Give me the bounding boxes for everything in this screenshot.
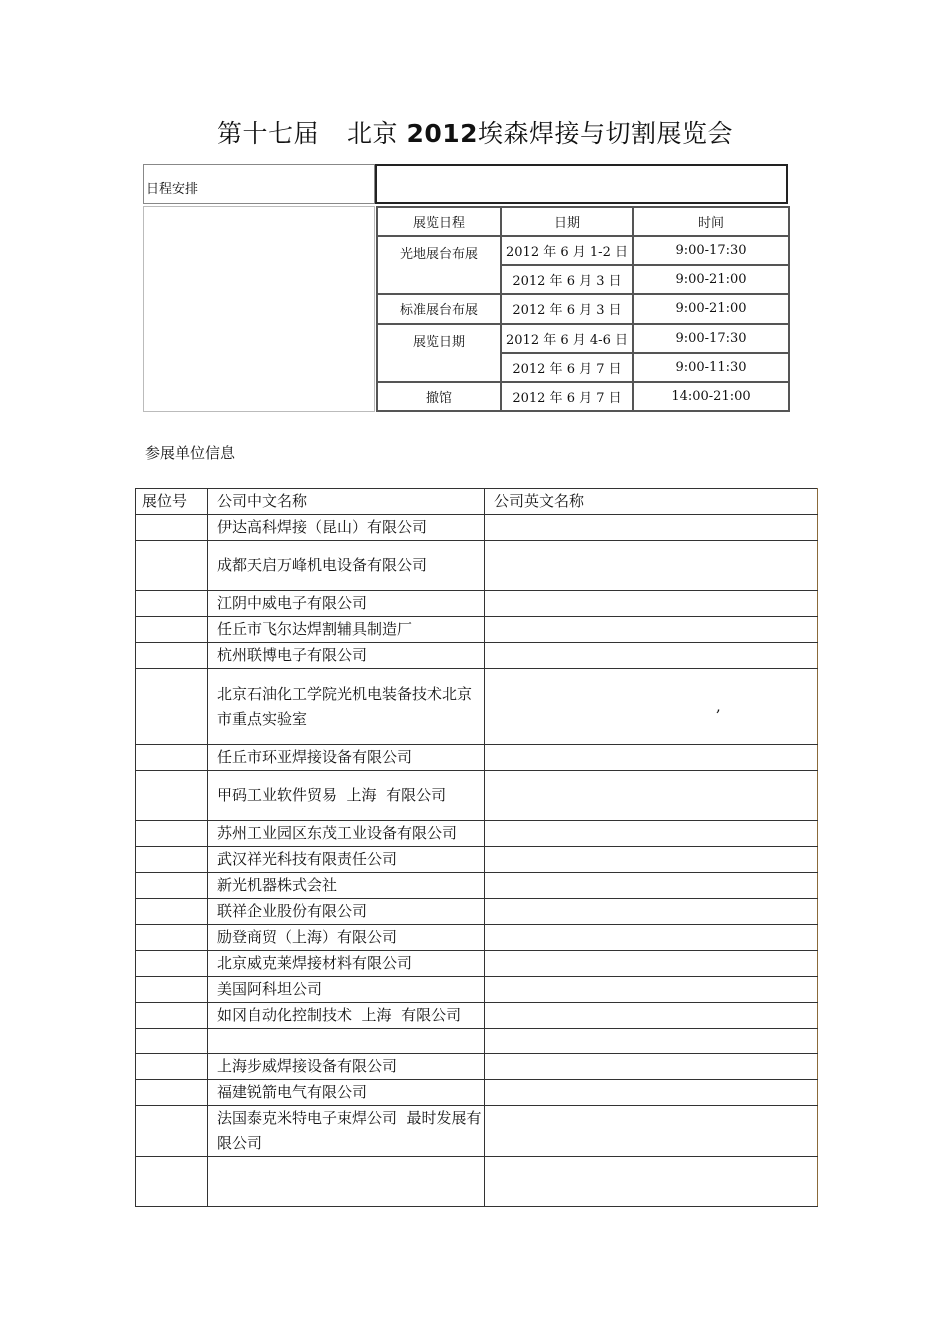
schedule-row [377, 382, 789, 411]
schedule-time: 9:00-21:00 [633, 294, 789, 323]
table-row [136, 847, 818, 873]
company-cn: 任丘市飞尔达焊割辅具制造厂 [208, 617, 485, 643]
booth-cell [136, 591, 208, 617]
company-en [485, 951, 818, 977]
company-en [485, 591, 818, 617]
schedule-date: 2012 年 6 月 3 日 [501, 265, 633, 294]
page-title [0, 114, 950, 150]
booth-cell [136, 617, 208, 643]
booth-cell [136, 669, 208, 745]
booth-cell [136, 643, 208, 669]
booth-cell [136, 873, 208, 899]
company-en [485, 771, 818, 821]
table-row [136, 617, 818, 643]
company-en [485, 1106, 818, 1157]
schedule-table [376, 206, 790, 412]
booth-cell [136, 951, 208, 977]
company-en [485, 745, 818, 771]
schedule-stage: 展览日期 [377, 324, 501, 382]
company-cn: 伊达高科焊接（昆山）有限公司 [208, 515, 485, 541]
header-en-name: 公司英文名称 [485, 489, 818, 515]
schedule-header-date: 日期 [501, 207, 633, 236]
title-city: 北京 [346, 119, 398, 148]
company-en [485, 873, 818, 899]
stray-comma-mark: , [716, 697, 721, 715]
schedule-time: 9:00-17:30 [633, 236, 789, 265]
table-row [136, 745, 818, 771]
table-row [136, 1157, 818, 1207]
table-row [136, 925, 818, 951]
company-cn: 杭州联博电子有限公司 [208, 643, 485, 669]
company-en [485, 1080, 818, 1106]
table-row [136, 1003, 818, 1029]
company-en [485, 669, 818, 745]
company-cn: 北京威克莱焊接材料有限公司 [208, 951, 485, 977]
schedule-blank-cell [143, 206, 375, 412]
booth-cell [136, 925, 208, 951]
company-cn: 成都天启万峰机电设备有限公司 [208, 541, 485, 591]
company-cn: 励登商贸（上海）有限公司 [208, 925, 485, 951]
company-cn [208, 1029, 485, 1054]
table-row [136, 1029, 818, 1054]
company-cn: 武汉祥光科技有限责任公司 [208, 847, 485, 873]
schedule-row [377, 236, 789, 265]
company-cn [208, 1157, 485, 1207]
schedule-stage: 撤馆 [377, 382, 501, 411]
company-cn: 甲码工业软件贸易 上海 有限公司 [208, 771, 485, 821]
company-cn: 法国泰克米特电子束焊公司 最时发展有限公司 [208, 1106, 485, 1157]
schedule-stage: 标准展台布展 [377, 294, 501, 323]
schedule-label-cell [143, 164, 375, 204]
table-row [136, 873, 818, 899]
booth-cell [136, 821, 208, 847]
table-row [136, 771, 818, 821]
schedule-date: 2012 年 6 月 7 日 [501, 382, 633, 411]
booth-cell [136, 515, 208, 541]
company-en [485, 617, 818, 643]
company-en [485, 541, 818, 591]
schedule-row [377, 294, 789, 323]
schedule-header-blank-cell [375, 164, 788, 204]
schedule-date: 2012 年 6 月 7 日 [501, 353, 633, 382]
booth-cell [136, 1157, 208, 1207]
table-row [136, 899, 818, 925]
company-cn: 苏州工业园区东茂工业设备有限公司 [208, 821, 485, 847]
company-en [485, 847, 818, 873]
table-row [136, 541, 818, 591]
company-en [485, 643, 818, 669]
company-en [485, 1003, 818, 1029]
company-en [485, 977, 818, 1003]
exhibitor-header-row [136, 489, 818, 515]
exhibitors-section-label: 参展单位信息 [145, 444, 236, 462]
company-en [485, 821, 818, 847]
table-row [136, 515, 818, 541]
schedule-row [377, 324, 789, 353]
table-row [136, 643, 818, 669]
company-cn: 如冈自动化控制技术 上海 有限公司 [208, 1003, 485, 1029]
company-cn: 美国阿科坦公司 [208, 977, 485, 1003]
company-en [485, 515, 818, 541]
company-cn: 北京石油化工学院光机电装备技术北京市重点实验室 [208, 669, 485, 745]
company-cn: 江阴中威电子有限公司 [208, 591, 485, 617]
schedule-time: 9:00-17:30 [633, 324, 789, 353]
company-cn: 联祥企业股份有限公司 [208, 899, 485, 925]
schedule-date: 2012 年 6 月 1-2 日 [501, 236, 633, 265]
booth-cell [136, 541, 208, 591]
schedule-header-time: 时间 [633, 207, 789, 236]
schedule-time: 14:00-21:00 [633, 382, 789, 411]
schedule-date: 2012 年 6 月 4-6 日 [501, 324, 633, 353]
table-row [136, 1054, 818, 1080]
schedule-header-stage: 展览日程 [377, 207, 501, 236]
schedule-time: 9:00-11:30 [633, 353, 789, 382]
booth-cell [136, 1003, 208, 1029]
booth-cell [136, 847, 208, 873]
company-en [485, 925, 818, 951]
booth-cell [136, 745, 208, 771]
company-en [485, 1029, 818, 1054]
table-row [136, 591, 818, 617]
company-cn: 福建锐箭电气有限公司 [208, 1080, 485, 1106]
booth-cell [136, 899, 208, 925]
table-row [136, 977, 818, 1003]
booth-cell [136, 977, 208, 1003]
company-cn: 上海步威焊接设备有限公司 [208, 1054, 485, 1080]
company-cn: 任丘市环亚焊接设备有限公司 [208, 745, 485, 771]
booth-cell [136, 1080, 208, 1106]
schedule-label: 日程安排 [146, 182, 199, 197]
table-row [136, 1106, 818, 1157]
schedule-time: 9:00-21:00 [633, 265, 789, 294]
booth-cell [136, 1029, 208, 1054]
table-row [136, 1080, 818, 1106]
booth-cell [136, 1106, 208, 1157]
schedule-stage: 光地展台布展 [377, 236, 501, 294]
booth-cell [136, 1054, 208, 1080]
title-year: 2012 [406, 119, 479, 148]
header-cn-name: 公司中文名称 [208, 489, 485, 515]
title-suffix: 埃森焊接与切割展览会 [478, 119, 734, 148]
schedule-header-row [377, 207, 789, 236]
company-en [485, 1157, 818, 1207]
table-row [136, 951, 818, 977]
company-en [485, 1054, 818, 1080]
booth-cell [136, 771, 208, 821]
title-prefix: 第十七届 [216, 119, 319, 148]
header-booth: 展位号 [136, 489, 208, 515]
company-cn: 新光机器株式会社 [208, 873, 485, 899]
exhibitor-table [135, 488, 818, 1207]
table-row [136, 821, 818, 847]
schedule-date: 2012 年 6 月 3 日 [501, 294, 633, 323]
company-en [485, 899, 818, 925]
